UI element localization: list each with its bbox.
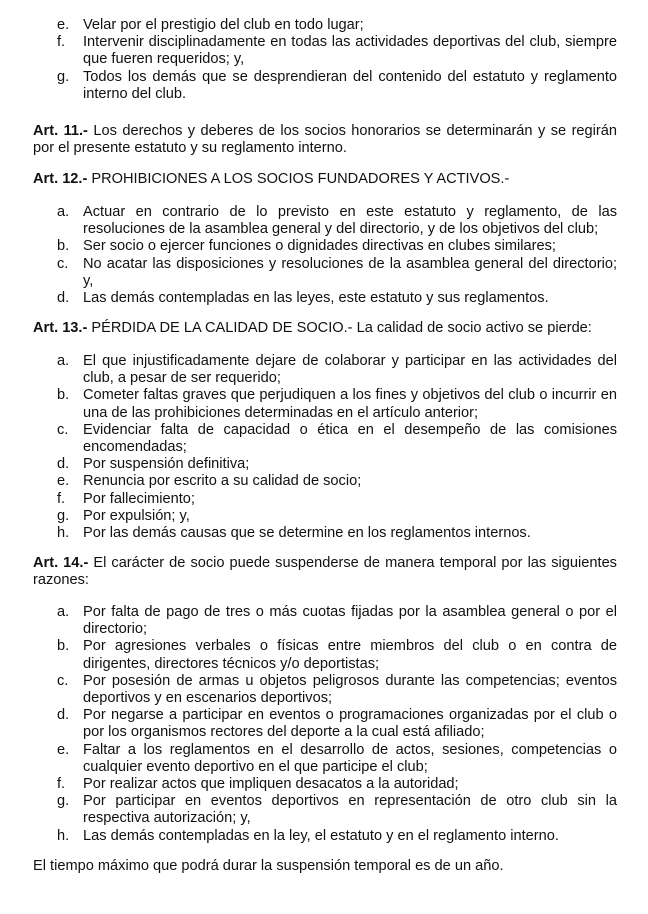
list-text: Por suspensión definitiva; <box>83 456 250 473</box>
article-14 <box>33 555 617 589</box>
article-12-list <box>0 204 648 307</box>
list-text: Renuncia por escrito a su calidad de socio; <box>83 473 362 490</box>
list-item <box>0 34 617 68</box>
list-text: Evidenciar falta de capacidad o ética en el desempeño de las comisiones encomendadas; <box>83 421 617 456</box>
list-letter: f. <box>57 490 66 507</box>
list-text: Por realizar actos que impliquen desacatos a la autoridad; <box>83 776 459 793</box>
list-item <box>0 742 617 776</box>
list-letter: a. <box>57 353 70 369</box>
list-item <box>0 828 617 845</box>
list-letter: f. <box>57 34 66 51</box>
article-14-list <box>0 604 648 845</box>
list-text: Por agresiones verbales o físicas entre miembros del club o en contra de dirigentes, directores técnicos y/o deportistas; <box>83 638 617 672</box>
list-letter: g. <box>57 507 70 524</box>
list-text: Velar por el prestigio del club en todo lugar; <box>83 17 364 33</box>
list-letter: e. <box>57 17 70 33</box>
list-letter: a. <box>57 604 70 620</box>
article-label: Art. 12.- <box>33 171 88 187</box>
article-13-list <box>0 353 648 542</box>
list-item <box>0 473 617 490</box>
list-letter: g. <box>57 68 70 85</box>
list-letter: e. <box>57 741 70 758</box>
list-text: El que injustificadamente dejare de colaborar y participar en las actividades del club, a pesar de ser requerido; <box>83 353 617 387</box>
article-label: Art. 14.- <box>33 555 89 571</box>
article-12 <box>33 171 617 188</box>
list-letter: b. <box>57 638 70 655</box>
list-text: Por las demás causas que se determine en los reglamentos internos. <box>83 525 531 542</box>
list-text: Intervenir disciplinadamente en todas las actividades deportivas del club, siempre que fueren requeridos; y, <box>83 34 617 68</box>
list-letter: g. <box>57 793 70 810</box>
list-text: Las demás contempladas en las leyes, este estatuto y sus reglamentos. <box>83 290 549 307</box>
list-item <box>0 204 617 238</box>
list-item <box>0 491 617 508</box>
list-letter: d. <box>57 456 70 473</box>
list-item <box>0 707 617 741</box>
list-text: Actuar en contrario de lo previsto en este estatuto y reglamento, de las resoluciones de la asamblea general y del directorio, y de los objetivos del club; <box>83 204 617 238</box>
list-letter: c. <box>57 672 69 689</box>
list-text: Por negarse a participar en eventos o programaciones organizadas por el club o por los organismos rectores del deporte a la cual está afiliado; <box>83 707 617 741</box>
article-text: Los derechos y deberes de los socios honorarios se determinarán y se regirán por el presente estatuto y su reglamento interno. <box>33 123 618 157</box>
article-11 <box>33 123 617 157</box>
list-letter: f. <box>57 776 66 793</box>
list-item <box>0 353 617 387</box>
list-item <box>0 776 617 793</box>
list-text: Por expulsión; y, <box>83 507 190 524</box>
list-text: Ser socio o ejercer funciones o dignidades directivas en clubes similares; <box>83 238 556 255</box>
list-letter: h. <box>57 827 70 844</box>
list-item <box>0 17 617 34</box>
list-item <box>0 508 617 525</box>
top-list <box>0 17 648 103</box>
list-letter: h. <box>57 525 70 542</box>
article-text: PÉRDIDA DE LA CALIDAD DE SOCIO.- La calidad de socio activo se pierde: <box>87 320 592 336</box>
list-text: Por fallecimiento; <box>83 490 195 507</box>
list-letter: c. <box>57 421 69 438</box>
list-item <box>0 69 617 103</box>
article-text: El carácter de socio puede suspenderse de manera temporal por las siguientes razones: <box>33 555 617 589</box>
list-text: Todos los demás que se desprendieran del contenido del estatuto y reglamento interno del club. <box>83 68 617 102</box>
article-text: PROHIBICIONES A LOS SOCIOS FUNDADORES Y ACTIVOS.- <box>87 171 510 187</box>
list-text: Por falta de pago de tres o más cuotas fijadas por la asamblea general o por el directorio; <box>83 604 617 638</box>
list-text: Cometer faltas graves que perjudiquen a los fines y objetivos del club o incurrir en una de las prohibiciones determinadas en el artículo anterior; <box>83 387 617 421</box>
list-item <box>0 673 617 707</box>
list-item <box>0 793 617 827</box>
list-text: Las demás contempladas en la ley, el estatuto y en el reglamento interno. <box>83 827 559 844</box>
list-item <box>0 387 617 421</box>
list-item <box>0 456 617 473</box>
list-text: Por posesión de armas u objetos peligrosos durante las competencias; eventos deportivos y en escenarios deportivos; <box>83 672 617 707</box>
list-item <box>0 238 617 255</box>
list-letter: e. <box>57 473 70 490</box>
list-item <box>0 422 617 456</box>
list-item <box>0 604 617 638</box>
list-item <box>0 638 617 672</box>
list-letter: d. <box>57 707 70 724</box>
list-text: Faltar a los reglamentos en el desarrollo de actos, sesiones, competencias o cualquier evento deportivo en el que participe el club; <box>83 741 617 775</box>
list-text: Por participar en eventos deportivos en representación de otro club sin la respectiva autorización; y, <box>83 793 617 827</box>
article-label: Art. 11.- <box>33 123 88 139</box>
list-letter: b. <box>57 238 70 255</box>
list-letter: a. <box>57 204 70 220</box>
article-label: Art. 13.- <box>33 320 88 336</box>
list-letter: c. <box>57 255 69 272</box>
closing-paragraph: El tiempo máximo que podrá durar la suspensión temporal es de un año. <box>33 858 504 874</box>
article-13 <box>33 320 617 337</box>
list-item <box>0 256 617 290</box>
list-item <box>0 525 617 542</box>
list-text: No acatar las disposiciones y resoluciones de la asamblea general del directorio; y, <box>83 255 617 289</box>
list-letter: d. <box>57 290 70 307</box>
list-letter: b. <box>57 387 70 404</box>
list-item <box>0 290 617 307</box>
